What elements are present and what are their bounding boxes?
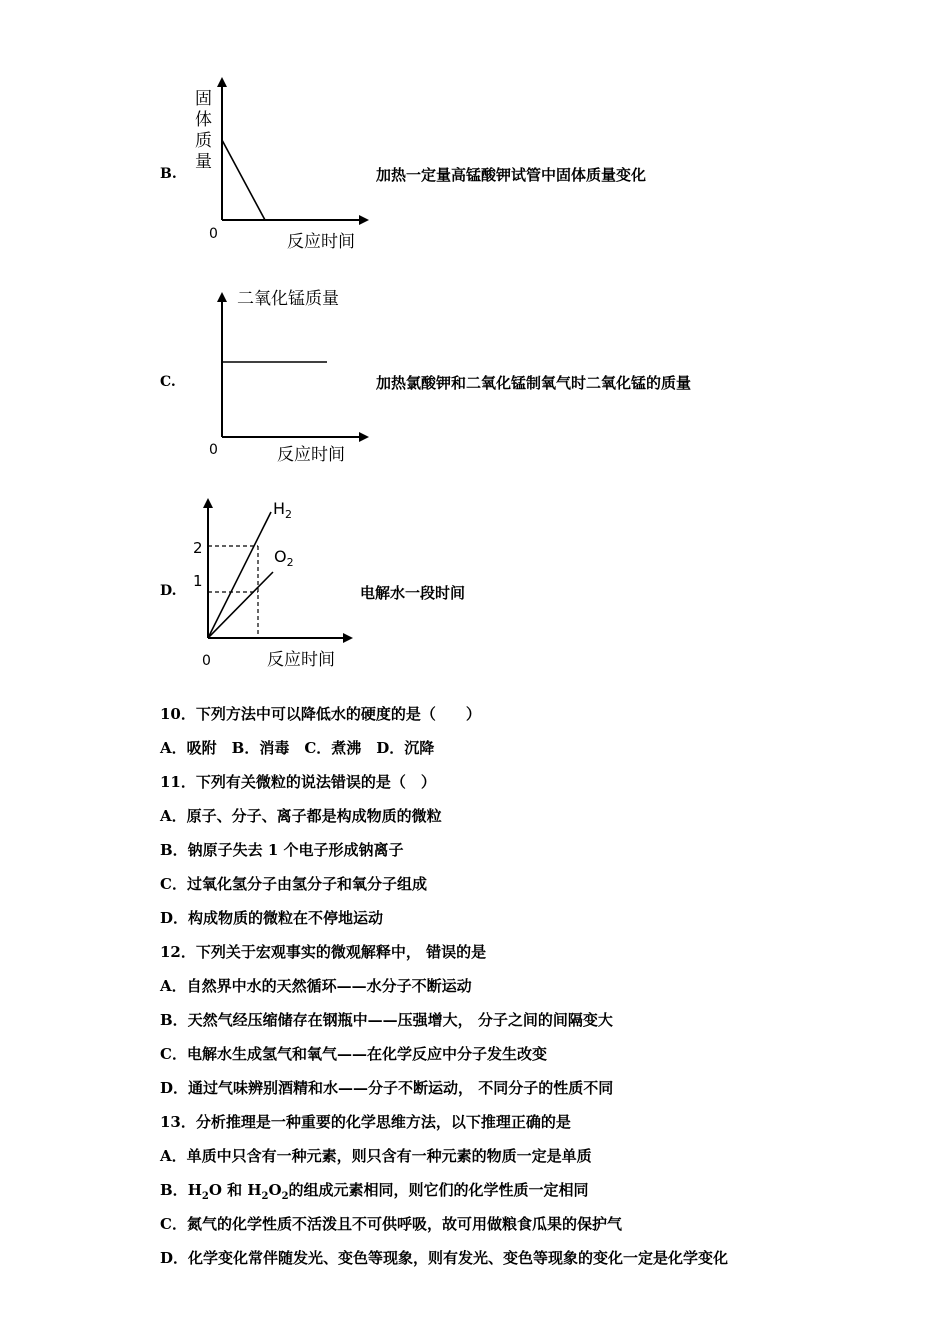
origin-label: 0 [202, 653, 211, 669]
o2-label: $O_2$ [274, 547, 294, 569]
q13-option-d: D．化学变化常伴随发光、变色等现象，则有发光、变色等现象的变化一定是化学变化 [160, 1249, 729, 1267]
y-axis-arrow-icon [217, 292, 227, 302]
q10-options: A．吸附 B．消毒 C．煮沸 D．沉降 [160, 739, 435, 757]
ylabel-char-4: 量 [195, 152, 212, 172]
figure-c-caption: 加热氯酸钾和二氧化锰制氧气时二氧化锰的质量 [376, 374, 692, 392]
q11-option-d: D．构成物质的微粒在不停地运动 [160, 909, 384, 927]
o2-line [208, 572, 273, 638]
y-axis-arrow-icon [217, 77, 227, 87]
q11-option-a: A．原子、分子、离子都是构成物质的微粒 [160, 807, 442, 825]
q12-option-d: D．通过气味辨别酒精和水——分子不断运动， 不同分子的性质不同 [160, 1079, 614, 1097]
option-d-letter: D. [160, 583, 177, 599]
q12-option-c: C．电解水生成氢气和氧气——在化学反应中分子发生改变 [160, 1045, 547, 1063]
h2-line [208, 512, 271, 638]
origin-label: 0 [209, 226, 218, 242]
q13-option-b: B．$H_2O$ 和 $H_2O_2$的组成元素相同，则它们的化学性质一定相同 [160, 1181, 589, 1202]
x-axis-arrow-icon [359, 432, 369, 442]
option-b-letter: B. [160, 166, 177, 182]
tick-1-label: 1 [193, 572, 203, 590]
q11-stem: 11．下列有关微粒的说法错误的是（ ） [160, 773, 436, 791]
origin-label: 0 [209, 442, 218, 458]
figure-c-chart [185, 280, 385, 470]
figure-d-caption: 电解水一段时间 [360, 584, 466, 602]
x-axis-arrow-icon [343, 633, 353, 643]
ylabel-char-2: 体 [195, 110, 212, 130]
q13-option-a: A．单质中只含有一种元素，则只含有一种元素的物质一定是单质 [160, 1147, 592, 1165]
h2-label: $H_2$ [273, 499, 293, 521]
tick-2-label: 2 [193, 539, 203, 557]
mass-decrease-line [222, 140, 265, 220]
figure-b-caption: 加热一定量高锰酸钾试管中固体质量变化 [376, 166, 647, 184]
ylabel-char-3: 质 [195, 131, 212, 151]
figure-b-chart [185, 75, 385, 255]
figure-d-chart [185, 490, 375, 675]
q12-option-b: B．天然气经压缩储存在钢瓶中——压强增大， 分子之间的间隔变大 [160, 1011, 613, 1029]
q11-option-c: C．过氧化氢分子由氢分子和氧分子组成 [160, 875, 427, 893]
xlabel: 反应时间 [287, 232, 355, 252]
y-axis-arrow-icon [203, 498, 213, 508]
q13-option-c: C．氮气的化学性质不活泼且不可供呼吸，故可用做粮食瓜果的保护气 [160, 1215, 622, 1233]
xlabel: 反应时间 [277, 445, 345, 465]
q12-option-a: A．自然界中水的天然循环——水分子不断运动 [160, 977, 472, 995]
x-axis-arrow-icon [359, 215, 369, 225]
q12-stem: 12．下列关于宏观事实的微观解释中， 错误的是 [160, 943, 487, 961]
xlabel: 反应时间 [267, 650, 335, 670]
ylabel-char-1: 固 [195, 89, 212, 109]
q13-stem: 13．分析推理是一种重要的化学思维方法，以下推理正确的是 [160, 1113, 571, 1131]
q11-option-b: B．钠原子失去 1 个电子形成钠离子 [160, 841, 404, 859]
option-c-letter: C. [160, 374, 176, 390]
ylabel: 二氧化锰质量 [237, 289, 339, 309]
q10-stem: 10．下列方法中可以降低水的硬度的是（ ） [160, 705, 481, 723]
